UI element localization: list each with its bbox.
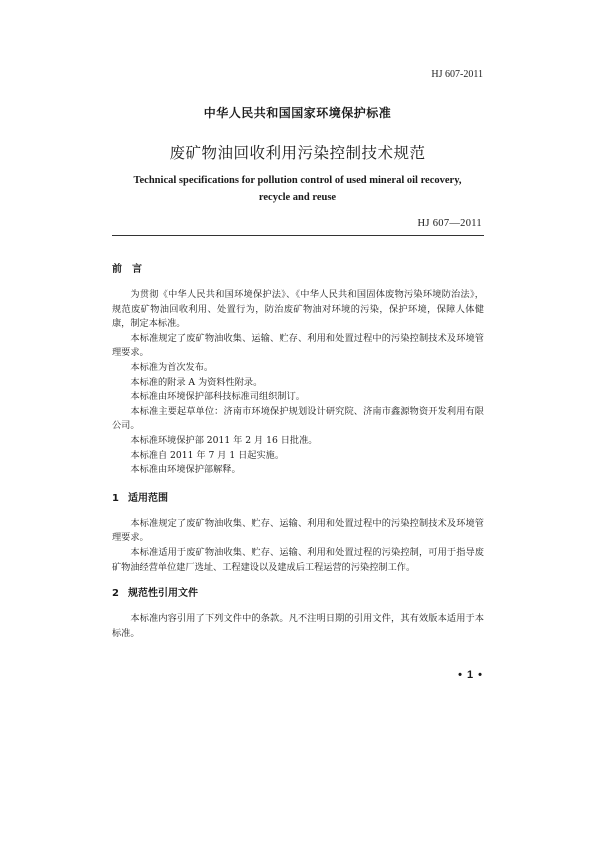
standard-number: HJ 607—2011 bbox=[417, 218, 482, 229]
references-section bbox=[112, 587, 484, 641]
page-number: • 1 • bbox=[458, 669, 483, 681]
foreword-paragraph: 本标准环境保护部 2011 年 2 月 16 日批准。 bbox=[130, 434, 318, 446]
foreword-paragraph: 本标准由环境保护部解释。 bbox=[130, 464, 241, 476]
scope-paragraph: 本标准适用于废矿物油收集、贮存、运输、利用和处置过程的污染控制，可用于指导废矿物油经营单位建厂选址、工程建设以及建成后工程运营的污染控制工作。 bbox=[112, 546, 484, 573]
scope-heading: 1 适用范围 bbox=[112, 492, 168, 504]
foreword-paragraph: 本标准为首次发布。 bbox=[130, 361, 214, 373]
foreword-paragraph: 本标准的附录 A 为资料性附录。 bbox=[130, 376, 263, 388]
title-en-line1: Technical specifications for pollution control of used mineral oil recovery, bbox=[133, 175, 462, 186]
scope-paragraph: 本标准规定了废矿物油收集、贮存、运输、利用和处置过程中的污染控制技术及环境管理要求。 bbox=[112, 517, 484, 544]
standard-title-cn: 废矿物油回收利用污染控制技术规范 bbox=[169, 144, 426, 162]
foreword-section bbox=[112, 263, 484, 478]
title-en-line2: recycle and reuse bbox=[258, 192, 337, 203]
doc-code-header: HJ 607-2011 bbox=[431, 69, 483, 80]
scope-section bbox=[112, 492, 484, 575]
document-body bbox=[112, 263, 484, 653]
issuer-title: 中华人民共和国国家环境保护标准 bbox=[203, 106, 392, 120]
foreword-paragraph: 本标准自 2011 年 7 月 1 日起实施。 bbox=[130, 449, 285, 461]
title-divider bbox=[112, 235, 484, 236]
foreword-paragraph: 本标准主要起草单位：济南市环境保护规划设计研究院、济南市鑫源物资开发利用有限公司。 bbox=[112, 405, 484, 432]
references-paragraph: 本标准内容引用了下列文件中的条款。凡不注明日期的引用文件，其有效版本适用于本标准。 bbox=[112, 613, 484, 639]
foreword-paragraph: 本标准由环境保护部科技标准司组织制订。 bbox=[130, 391, 305, 403]
references-heading: 2 规范性引用文件 bbox=[112, 588, 198, 600]
foreword-heading: 前言 bbox=[112, 264, 152, 275]
standard-title-en bbox=[100, 172, 495, 206]
foreword-paragraph: 本标准规定了废矿物油收集、运输、贮存、利用和处置过程中的污染控制技术及环境管理要求。 bbox=[112, 332, 484, 359]
foreword-paragraph: 为贯彻《中华人民共和国环境保护法》、《中华人民共和国固体废物污染环境防治法》，规范废矿物油回收利用、处置行为，防治废矿物油对环境的污染，保护环境，保障人体健康，制定本标准。 bbox=[112, 289, 484, 330]
